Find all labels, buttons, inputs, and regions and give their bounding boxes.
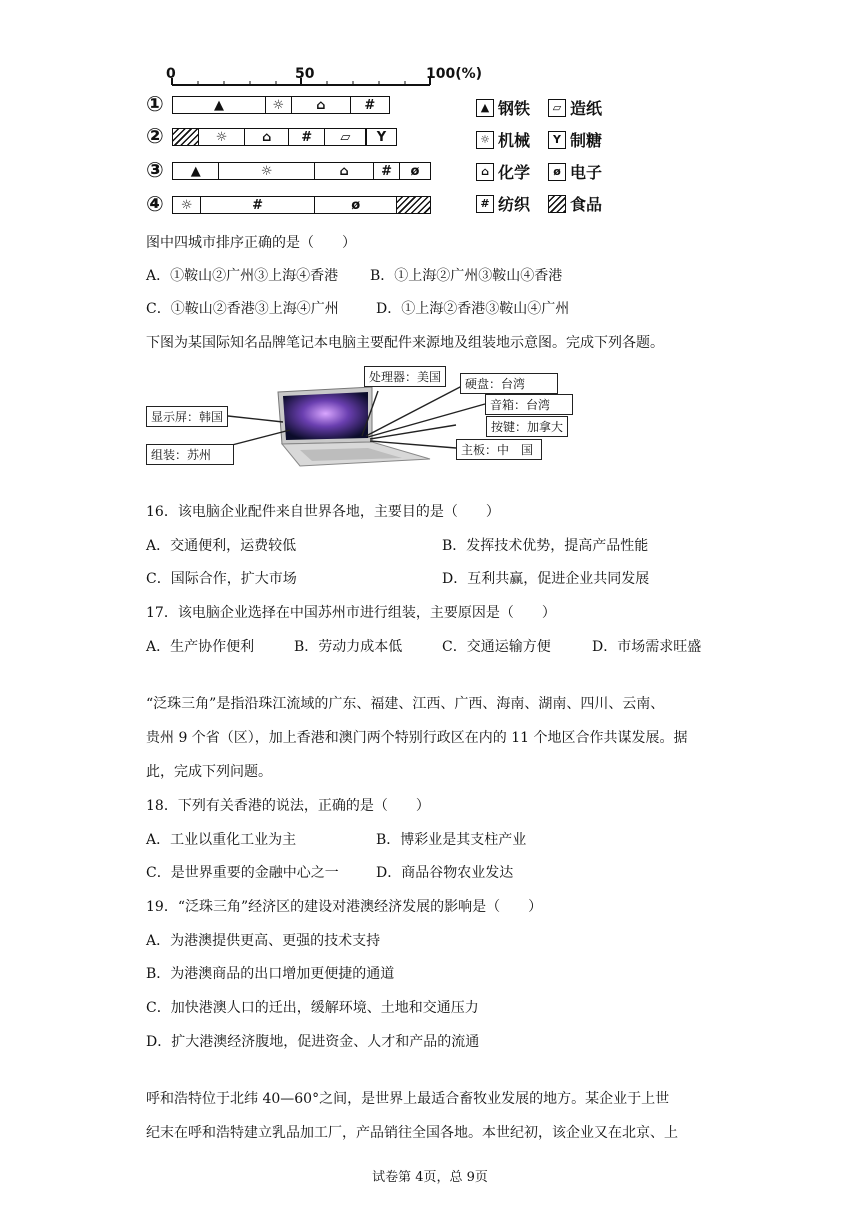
q16-option-a[interactable]: A．交通便利，运费较低 xyxy=(146,538,297,554)
q16-stem: 16．该电脑企业配件来自世界各地，主要目的是（ ） xyxy=(146,504,500,520)
q16-option-d[interactable]: D．互利共赢，促进企业共同发展 xyxy=(442,571,650,587)
legend-item-6 xyxy=(548,160,602,183)
q16-option-b[interactable]: B．发挥技术优势，提高产品性能 xyxy=(442,538,649,554)
callout-speaker: 音箱：台湾 xyxy=(485,394,573,415)
callout-assembly: 组装：苏州 xyxy=(146,444,234,465)
legend-swatch: ø xyxy=(548,163,566,181)
pearl-intro-line-3: 此，完成下列问题。 xyxy=(146,764,272,780)
callout-keys: 按键：加拿大 xyxy=(486,416,568,437)
laptop-diagram xyxy=(140,362,600,477)
hohhot-intro-line-1: 呼和浩特位于北纬 40—60°之间，是世界上最适合畜牧业发展的地方。某企业于上世 xyxy=(146,1091,670,1107)
q18-option-c[interactable]: C．是世界重要的金融中心之一 xyxy=(146,865,339,881)
q18-option-a[interactable]: A．工业以重化工业为主 xyxy=(146,832,297,848)
callout-cpu: 处理器：美国 xyxy=(364,366,446,387)
callout-display: 显示屏：韩国 xyxy=(146,406,228,427)
bar-segment-3-1: ▲ xyxy=(172,162,219,180)
bar-segment-1-1: ▲ xyxy=(172,96,266,114)
bar-segment-4-1: ☼ xyxy=(172,196,201,214)
q19-option-b[interactable]: B．为港澳商品的出口增加更便捷的通道 xyxy=(146,966,395,982)
bar-segment-1-4: # xyxy=(350,96,390,114)
legend-label: 化学 xyxy=(498,163,531,182)
industry-structure-chart xyxy=(140,60,640,230)
legend-item-5 xyxy=(476,160,530,183)
q17-option-d[interactable]: D．市场需求旺盛 xyxy=(592,639,702,655)
q19-option-a[interactable]: A．为港澳提供更高、更强的技术支持 xyxy=(146,933,381,949)
legend-swatch: ▱ xyxy=(548,99,566,117)
row-label-3: ③ xyxy=(146,158,164,182)
legend-item-2 xyxy=(548,96,602,119)
bar-segment-3-2: ☼ xyxy=(218,162,314,180)
bar-segment-2-4: # xyxy=(288,128,325,146)
q17-option-c[interactable]: C．交通运输方便 xyxy=(442,639,551,655)
bar-segment-4-3: ø xyxy=(314,196,398,214)
q16-option-c[interactable]: C．国际合作，扩大市场 xyxy=(146,571,297,587)
legend-label: 食品 xyxy=(570,195,603,214)
legend-swatch: ⌂ xyxy=(476,163,494,181)
bar-segment-3-5: ø xyxy=(399,162,431,180)
legend-item-7 xyxy=(476,192,530,215)
q15-option-c[interactable]: C．①鞍山②香港③上海④广州 xyxy=(146,301,339,317)
legend-item-4 xyxy=(548,128,602,151)
q18-stem: 18．下列有关香港的说法，正确的是（ ） xyxy=(146,798,430,814)
q15-stem: 图中四城市排序正确的是（ ） xyxy=(146,235,356,251)
page-footer: 试卷第 4页，总 9页 xyxy=(372,1170,488,1185)
legend-label: 制糖 xyxy=(570,131,603,150)
legend-item-1 xyxy=(476,96,530,119)
q19-option-c[interactable]: C．加快港澳人口的迁出，缓解环境、土地和交通压力 xyxy=(146,1000,479,1016)
legend-swatch: ☼ xyxy=(476,131,494,149)
axis-label-50: 50 xyxy=(295,66,315,82)
q19-option-d[interactable]: D．扩大港澳经济腹地，促进资金、人才和产品的流通 xyxy=(146,1034,480,1050)
q18-option-b[interactable]: B．博彩业是其支柱产业 xyxy=(376,832,527,848)
legend-swatch: Y xyxy=(548,131,566,149)
bar-segment-2-6: Y xyxy=(366,128,398,146)
row-label-1: ① xyxy=(146,92,164,116)
legend-label: 钢铁 xyxy=(498,99,531,118)
q17-option-a[interactable]: A．生产协作便利 xyxy=(146,639,255,655)
pearl-intro-line-2: 贵州 9 个省（区），加上香港和澳门两个特别行政区在内的 11 个地区合作共谋发展。据 xyxy=(146,730,688,746)
legend-label: 造纸 xyxy=(570,99,603,118)
callout-board: 主板：中 国 xyxy=(456,439,542,460)
q17-option-b[interactable]: B．劳动力成本低 xyxy=(294,639,403,655)
hohhot-intro-line-2: 纪末在呼和浩特建立乳品加工厂，产品销往全国各地。本世纪初，该企业又在北京、上 xyxy=(146,1125,678,1141)
bar-segment-2-3: ⌂ xyxy=(244,128,289,146)
row-label-2: ② xyxy=(146,124,164,148)
bar-segment-3-3: ⌂ xyxy=(314,162,374,180)
legend-swatch: ▲ xyxy=(476,99,494,117)
legend-label: 机械 xyxy=(498,131,531,150)
legend-label: 电子 xyxy=(570,163,603,182)
legend-swatch xyxy=(548,195,566,213)
legend-label: 纺织 xyxy=(498,195,531,214)
q18-option-d[interactable]: D．商品谷物农业发达 xyxy=(376,865,514,881)
q15-option-a[interactable]: A．①鞍山②广州③上海④香港 xyxy=(146,268,339,284)
row-label-4: ④ xyxy=(146,192,164,216)
q19-stem: 19．“泛珠三角”经济区的建设对港澳经济发展的影响是（ ） xyxy=(146,899,543,915)
bar-segment-2-2: ☼ xyxy=(198,128,245,146)
bar-segment-2-1 xyxy=(172,128,199,146)
bar-segment-1-2: ☼ xyxy=(265,96,292,114)
laptop-intro: 下图为某国际知名品牌笔记本电脑主要配件来源地及组装地示意图。完成下列各题。 xyxy=(146,335,664,351)
q15-option-b[interactable]: B．①上海②广州③鞍山④香港 xyxy=(370,268,563,284)
legend-item-3 xyxy=(476,128,530,151)
bar-segment-3-4: # xyxy=(373,162,400,180)
bar-segment-2-5: ▱ xyxy=(324,128,366,146)
bar-segment-4-2: # xyxy=(200,196,315,214)
pearl-intro-line-1: “泛珠三角”是指沿珠江流域的广东、福建、江西、广西、海南、湖南、四川、云南、 xyxy=(146,696,665,712)
bar-segment-1-3: ⌂ xyxy=(291,96,351,114)
q15-option-d[interactable]: D．①上海②香港③鞍山④广州 xyxy=(376,301,570,317)
legend-item-8 xyxy=(548,192,602,215)
bar-segment-4-4 xyxy=(396,196,431,214)
axis-label-0: 0 xyxy=(166,66,176,82)
callout-hdd: 硬盘：台湾 xyxy=(460,373,558,394)
legend-swatch: # xyxy=(476,195,494,213)
q17-stem: 17．该电脑企业选择在中国苏州市进行组装，主要原因是（ ） xyxy=(146,605,556,621)
axis-label-100: 100(%) xyxy=(426,66,483,82)
